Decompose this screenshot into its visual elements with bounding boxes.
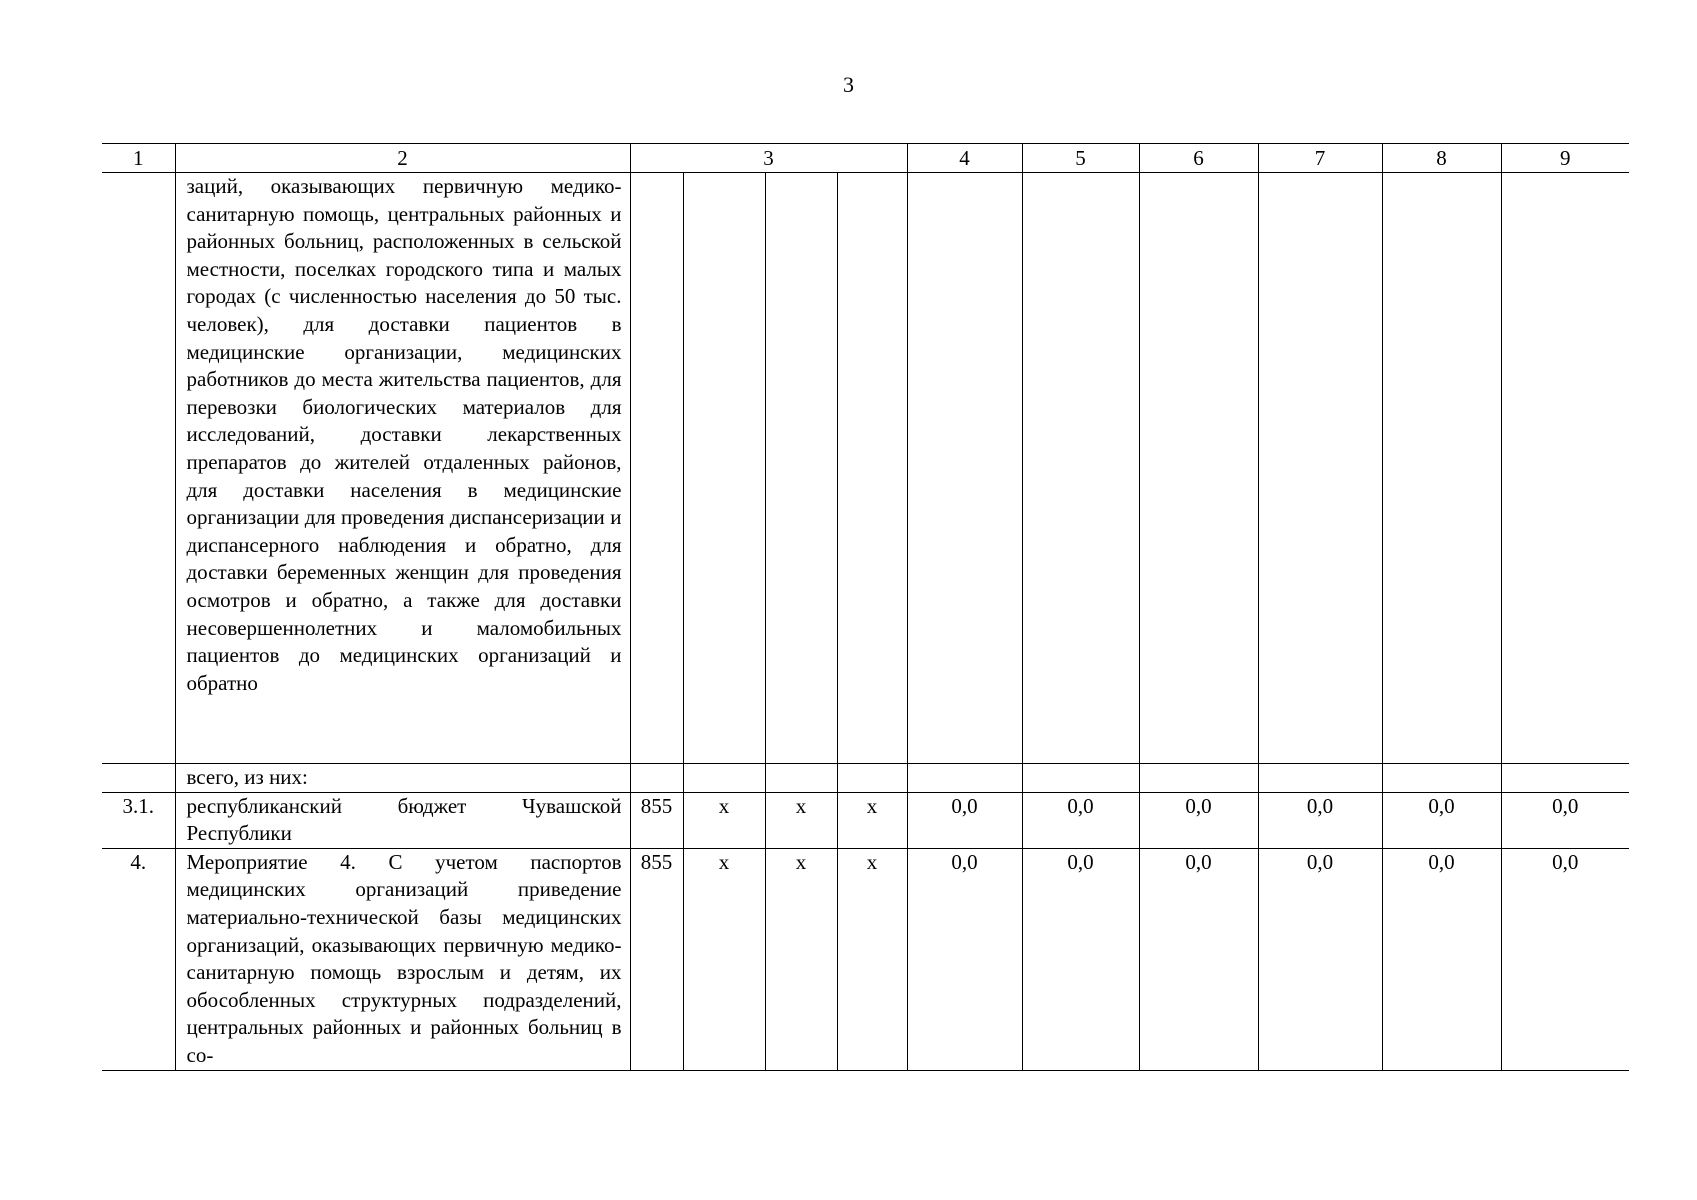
mark-cell: х <box>837 792 907 848</box>
value-cell: 0,0 <box>1139 848 1258 1070</box>
value-cell: 0,0 <box>907 848 1022 1070</box>
value-cell <box>907 764 1022 793</box>
table-row <box>102 848 1629 1070</box>
value-cell: 0,0 <box>1382 792 1501 848</box>
row-description: Мероприятие 4. С учетом паспортов медицинских организаций приведение материально-технической базы медицинских организаций, оказывающих первичную медико-санитарную помощь взрослым и детям, их обособленных структурных подразделений, центральных районных и районных больниц в со- <box>175 848 630 1070</box>
mark-cell: х <box>765 792 837 848</box>
col-header-7: 7 <box>1258 144 1382 173</box>
value-cell: 0,0 <box>1501 792 1629 848</box>
mark-cell: х <box>683 792 765 848</box>
row-number: 4. <box>102 848 175 1070</box>
value-cell <box>1382 764 1501 793</box>
mark-cell <box>765 173 837 764</box>
value-cell <box>907 173 1022 764</box>
value-cell <box>1022 764 1139 793</box>
value-cell: 0,0 <box>1501 848 1629 1070</box>
column-number-row <box>102 144 1629 173</box>
mark-cell <box>837 173 907 764</box>
value-cell <box>1139 173 1258 764</box>
code-cell <box>630 764 683 793</box>
value-cell: 0,0 <box>1022 848 1139 1070</box>
row-description: республиканский бюджет Чувашской Республики <box>175 792 630 848</box>
code-cell: 855 <box>630 848 683 1070</box>
row-number <box>102 764 175 793</box>
value-cell: 0,0 <box>1022 792 1139 848</box>
mark-cell: х <box>683 848 765 1070</box>
col-header-9: 9 <box>1501 144 1629 173</box>
col-header-6: 6 <box>1139 144 1258 173</box>
mark-cell: х <box>765 848 837 1070</box>
col-header-5: 5 <box>1022 144 1139 173</box>
mark-cell <box>765 764 837 793</box>
mark-cell <box>837 764 907 793</box>
value-cell <box>1022 173 1139 764</box>
row-description: всего, из них: <box>175 764 630 793</box>
table-row <box>102 764 1629 793</box>
col-header-2: 2 <box>175 144 630 173</box>
table-row <box>102 792 1629 848</box>
col-header-1: 1 <box>102 144 175 173</box>
col-header-4: 4 <box>907 144 1022 173</box>
row-description: заций, оказывающих первичную медико-санитарную помощь, центральных районных и районных больниц, расположенных в сельской местности, поселках городского типа и малых городах (с численностью населения до 50 тыс. человек), для доставки пациентов в медицинские организации, медицинских работников до места жительства пациентов, для перевозки биологических материалов для исследований, доставки лекарственных препаратов до жителей отдаленных районов, для доставки населения в медицинские организации для проведения диспансеризации и диспансерного наблюдения и обратно, для доставки беременных женщин для проведения осмотров и обратно, а также для доставки несовершеннолетних и маломобильных пациентов до медицинских организаций и обратно <box>175 173 630 764</box>
code-cell <box>630 173 683 764</box>
page-number: 3 <box>843 72 854 97</box>
value-cell <box>1501 764 1629 793</box>
value-cell: 0,0 <box>1382 848 1501 1070</box>
value-cell: 0,0 <box>1258 848 1382 1070</box>
value-cell <box>1501 173 1629 764</box>
value-cell <box>1382 173 1501 764</box>
row-number: 3.1. <box>102 792 175 848</box>
row-number <box>102 173 175 764</box>
value-cell <box>1258 764 1382 793</box>
code-cell: 855 <box>630 792 683 848</box>
value-cell: 0,0 <box>1139 792 1258 848</box>
col-header-3: 3 <box>630 144 907 173</box>
mark-cell <box>683 764 765 793</box>
mark-cell: х <box>837 848 907 1070</box>
budget-table <box>102 143 1629 1071</box>
table-row <box>102 173 1629 764</box>
mark-cell <box>683 173 765 764</box>
col-header-8: 8 <box>1382 144 1501 173</box>
value-cell: 0,0 <box>907 792 1022 848</box>
value-cell: 0,0 <box>1258 792 1382 848</box>
value-cell <box>1258 173 1382 764</box>
value-cell <box>1139 764 1258 793</box>
